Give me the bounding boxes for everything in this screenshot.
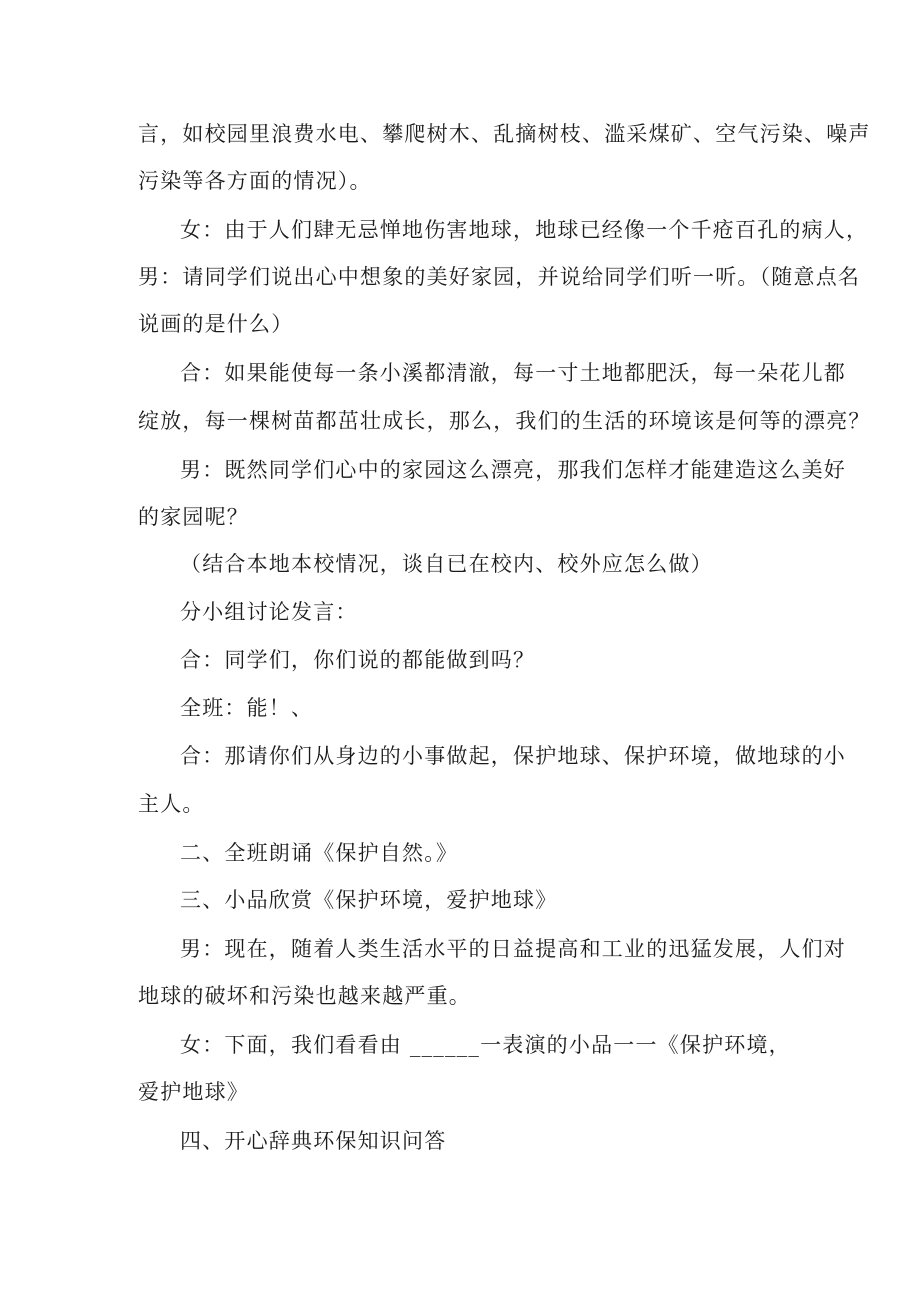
- text-line-20: 女：下面，我们看看由 ______一表演的小品一一《保护环境，: [180, 1033, 791, 1057]
- text-line-21: 爱护地球》: [138, 1080, 249, 1104]
- text-line-16: 二、全班朗诵《保护自然。》: [180, 841, 459, 865]
- text-line-22: 四、开心辞典环保知识问答: [180, 1129, 447, 1153]
- text-line-18: 男：现在，随着人类生活水平的日益提高和工业的迅猛发展，人们对: [180, 937, 846, 961]
- text-line-6: 合：如果能使每一条小溪都清澈，每一寸土地都肥沃，每一朵花儿都: [180, 361, 846, 385]
- text-line-17: 三、小品欣赏《保护环境，爱护地球》: [180, 888, 558, 912]
- text-line-11: 分小组讨论发言：: [180, 600, 358, 624]
- text-line-9: 的家园呢？: [138, 505, 249, 529]
- text-line-15: 主人。: [138, 792, 205, 816]
- text-line-14: 合：那请你们从身边的小事做起，保护地球、保护环境，做地球的小: [180, 744, 846, 768]
- text-line-7: 绽放，每一棵树苗都茁壮成长，那么，我们的生活的环境该是何等的漂亮？: [138, 409, 871, 433]
- text-line-12: 合：同学们，你们说的都能做到吗？: [180, 648, 536, 672]
- text-line-4: 男：请同学们说出心中想象的美好家园，并说给同学们听一听。（随意点名: [138, 265, 861, 289]
- text-line-13: 全班：能！、: [180, 696, 314, 720]
- text-line-3: 女：由于人们肆无忌惮地伤害地球，地球已经像一个千疮百孔的病人，: [180, 218, 869, 242]
- text-line-1: 言，如校园里浪费水电、攀爬树木、乱摘树枝、滥采煤矿、空气污染、噪声: [138, 122, 871, 146]
- text-line-8: 男：既然同学们心中的家园这么漂亮，那我们怎样才能建造这么美好: [180, 458, 846, 482]
- text-line-19: 地球的破坏和污染也越来越严重。: [138, 984, 471, 1008]
- text-line-5: 说画的是什么）: [138, 312, 294, 336]
- text-line-10: （结合本地本校情况，谈自已在校内、校外应怎么做）: [180, 552, 713, 576]
- text-line-2: 污染等各方面的情况）。: [138, 169, 372, 193]
